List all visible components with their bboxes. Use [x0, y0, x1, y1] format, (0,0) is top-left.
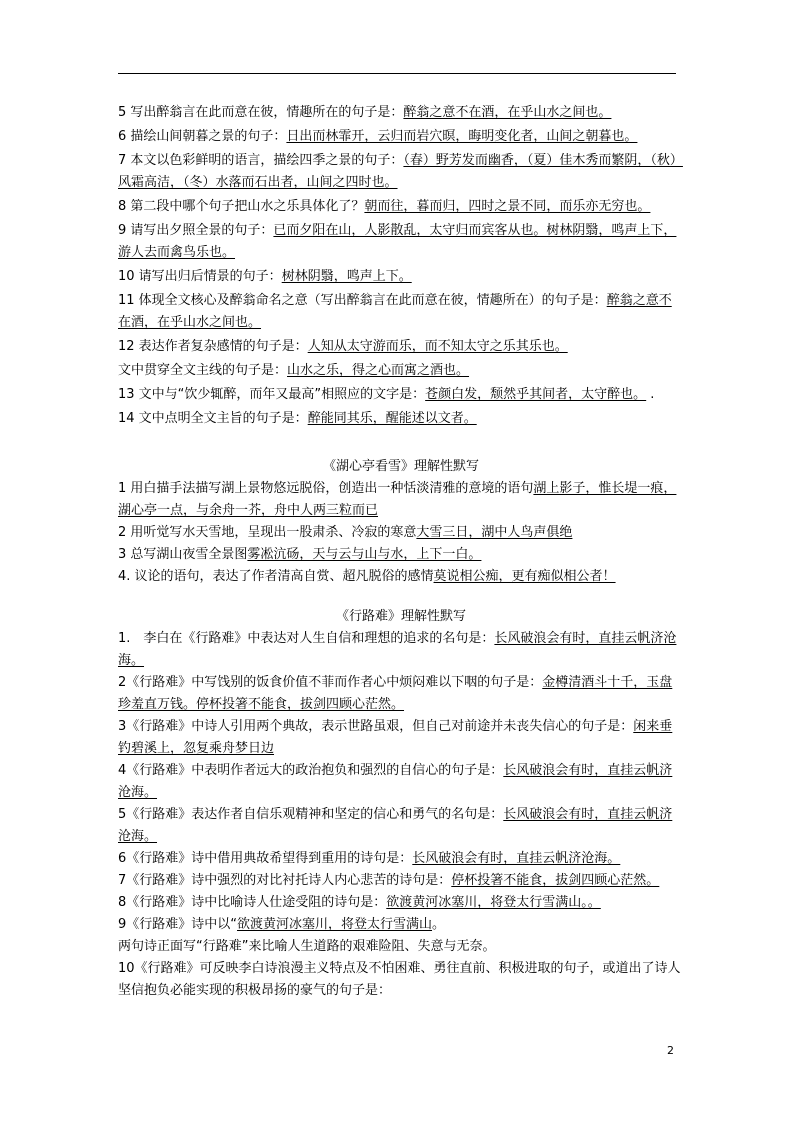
answer-text: 已而夕阳在山，人影散乱，太守归而宾客从也。树林阴翳，鸣声上下，游人去而禽鸟乐也。 [118, 223, 677, 260]
answer-text: 长风破浪会有时，直挂云帆济沧海。 [118, 631, 677, 668]
page-number: 2 [667, 1044, 674, 1057]
question-item: 3 总写湖山夜雪全景图雾凇沆砀，天与云与山与水，上下一白。 [118, 547, 482, 562]
question-item: 5 写出醉翁言在此而意在彼，情趣所在的句子是：醉翁之意不在酒，在乎山水之间也。 [118, 105, 612, 120]
answer-text: 人知从太守游而乐，而不知太守之乐其乐也。 [307, 339, 568, 354]
question-item: 11 体现全文核心及醉翁命名之意（写出醉翁言在此而意在彼，情趣所在）的句子是：醉翁之意不在酒，在乎山水之间也。 [118, 293, 672, 330]
question-item: 8《行路难》诗中比喻诗人仕途受阻的诗句是：欲渡黄河冰塞川，将登太行雪满山。。 [118, 895, 601, 910]
question-item: 10 请写出归后情景的句子：树林阴翳，鸣声上下。 [118, 269, 412, 284]
answer-text: 湖上影子，惟长堤一痕，湖心亭一点，与余舟一芥，舟中人两三粒而已 [118, 481, 677, 518]
answer-text: 欲渡黄河冰塞川，将登太行雪满山 [237, 917, 433, 932]
answer-text: 大雪三日，湖中人鸟声俱绝 [416, 525, 573, 540]
answer-text: 长风破浪会有时，直挂云帆济沧海。 [412, 851, 621, 866]
question-item: 两句诗正面写“行路难”来比喻人生道路的艰难险阻、失意与无奈。 [118, 939, 496, 954]
answer-text: 长风破浪会有时，直挂云帆济沧海。 [118, 807, 673, 844]
section-zuiwengtingji [118, 102, 684, 430]
question-item: 2 用听觉写水天雪地，呈现出一股肃杀、冷寂的寒意大雪三日，湖中人鸟声俱绝 [118, 525, 573, 540]
question-item: 3《行路难》中诗人引用两个典故，表示世路虽艰，但自己对前途并未丧失信心的句子是：闲来垂钓碧溪上，忽复乘舟梦日边 [118, 719, 673, 756]
question-item: 7《行路难》诗中强烈的对比衬托诗人内心悲苦的诗句是：停杯投箸不能食，拔剑四顾心茫然。 [118, 873, 660, 888]
question-item: 14 文中点明全文主旨的句子是：醉能同其乐，醒能述以文者。 [118, 411, 477, 426]
question-item: 7 本文以色彩鲜明的语言，描绘四季之景的句子：（春）野芳发而幽香，（夏）佳木秀而繁阴，（秋）风霜高洁，（冬）水落而石出者，山间之四时也。 [118, 153, 683, 190]
answer-text: 长风破浪会有时，直挂云帆济沧海。 [118, 763, 673, 800]
answer-text: 醉能同其乐，醒能述以文者。 [307, 411, 477, 426]
answer-text: 山水之乐，得之心而寓之酒也。 [287, 363, 470, 378]
question-item: 1. 李白在《行路难》中表达对人生自信和理想的追求的名句是：长风破浪会有时，直挂云帆济沧海。 [118, 631, 677, 668]
question-item: 4《行路难》中表明作者远大的政治抱负和强烈的自信心的句子是：长风破浪会有时，直挂云帆济沧海。 [118, 763, 673, 800]
question-item: 1 用白描手法描写湖上景物悠远脱俗，创造出一种恬淡清雅的意境的语句湖上影子，惟长堤一痕，湖心亭一点，与余舟一芥，舟中人两三粒而已 [118, 481, 677, 518]
page-content [118, 100, 684, 1002]
question-item: 9 请写出夕照全景的句子：已而夕阳在山，人影散乱，太守归而宾客从也。树林阴翳，鸣声上下，游人去而禽鸟乐也。 [118, 223, 677, 260]
question-item: 2《行路难》中写饯别的饭食价值不菲而作者心中烦闷难以下咽的句子是：金樽清酒斗十千，玉盘珍羞直万钱。停杯投箸不能食，拔剑四顾心茫然。 [118, 675, 673, 712]
question-item: 5《行路难》表达作者自信乐观精神和坚定的信心和勇气的名句是：长风破浪会有时，直挂云帆济沧海。 [118, 807, 673, 844]
answer-text: 醉翁之意不在酒，在乎山水之间也。 [118, 293, 672, 330]
answer-text: 闲来垂钓碧溪上，忽复乘舟梦日边 [118, 719, 673, 756]
answer-text: 树林阴翳，鸣声上下。 [281, 269, 412, 284]
answer-text: 雾凇沆砀，天与云与山与水，上下一白。 [247, 547, 482, 562]
answer-text: 金樽清酒斗十千，玉盘珍羞直万钱。停杯投箸不能食，拔剑四顾心茫然。 [118, 675, 673, 712]
answer-text: 日出而林霏开，云归而岩穴暝，晦明变化者，山间之朝暮也。 [286, 129, 638, 144]
question-item: 13 文中与“饮少辄醉，而年又最高”相照应的文字是：苍颜白发，颓然乎其间者，太守醉也。 . [118, 387, 655, 402]
answer-text: （春）野芳发而幽香，（夏）佳木秀而繁阴，（秋）风霜高洁，（冬）水落而石出者，山间之四时也。 [118, 153, 683, 190]
answer-text: 醉翁之意不在酒，在乎山水之间也。 [403, 105, 612, 120]
question-item: 10《行路难》可反映李白诗浪漫主义特点及不怕困难、勇往直前、积极进取的句子，或道出了诗人坚信抱负必能实现的积极昂扬的豪气的句子是： [118, 961, 681, 998]
question-item: 9《行路难》诗中以“欲渡黄河冰塞川，将登太行雪满山。 [118, 917, 446, 932]
answer-text: 朝而往，暮而归，四时之景不同，而乐亦无穷也。 [364, 199, 651, 214]
question-item: 6《行路难》诗中借用典故希望得到重用的诗句是：长风破浪会有时，直挂云帆济沧海。 [118, 851, 621, 866]
answer-text: 莫说相公痴，更有痴似相公者！ [433, 569, 616, 584]
section-title: 《行路难》理解性默写 [335, 609, 466, 624]
question-item: 12 表达作者复杂感情的句子是：人知从太守游而乐，而不知太守之乐其乐也。 [118, 339, 568, 354]
answer-text: 欲渡黄河冰塞川，将登太行雪满山。。 [386, 895, 601, 910]
question-item: 文中贯穿全文主线的句子是：山水之乐，得之心而寓之酒也。 [118, 363, 470, 378]
question-item: 4. 议论的语句，表达了作者清高自赏、超凡脱俗的感情莫说相公痴，更有痴似相公者！ [118, 569, 616, 584]
section-xinglunan [118, 628, 684, 1002]
question-item: 8 第二段中哪个句子把山水之乐具体化了？朝而往，暮而归，四时之景不同，而乐亦无穷也。 [118, 199, 651, 214]
section-huxinting [118, 478, 684, 588]
answer-text: 停杯投箸不能食，拔剑四顾心茫然。 [451, 873, 660, 888]
header-rule [118, 73, 676, 74]
question-item: 6 描绘山间朝暮之景的句子：日出而林霏开，云归而岩穴暝，晦明变化者，山间之朝暮也。 [118, 129, 638, 144]
answer-text: 苍颜白发，颓然乎其间者，太守醉也。 [425, 387, 647, 402]
section-title: 《湖心亭看雪》理解性默写 [322, 459, 479, 474]
